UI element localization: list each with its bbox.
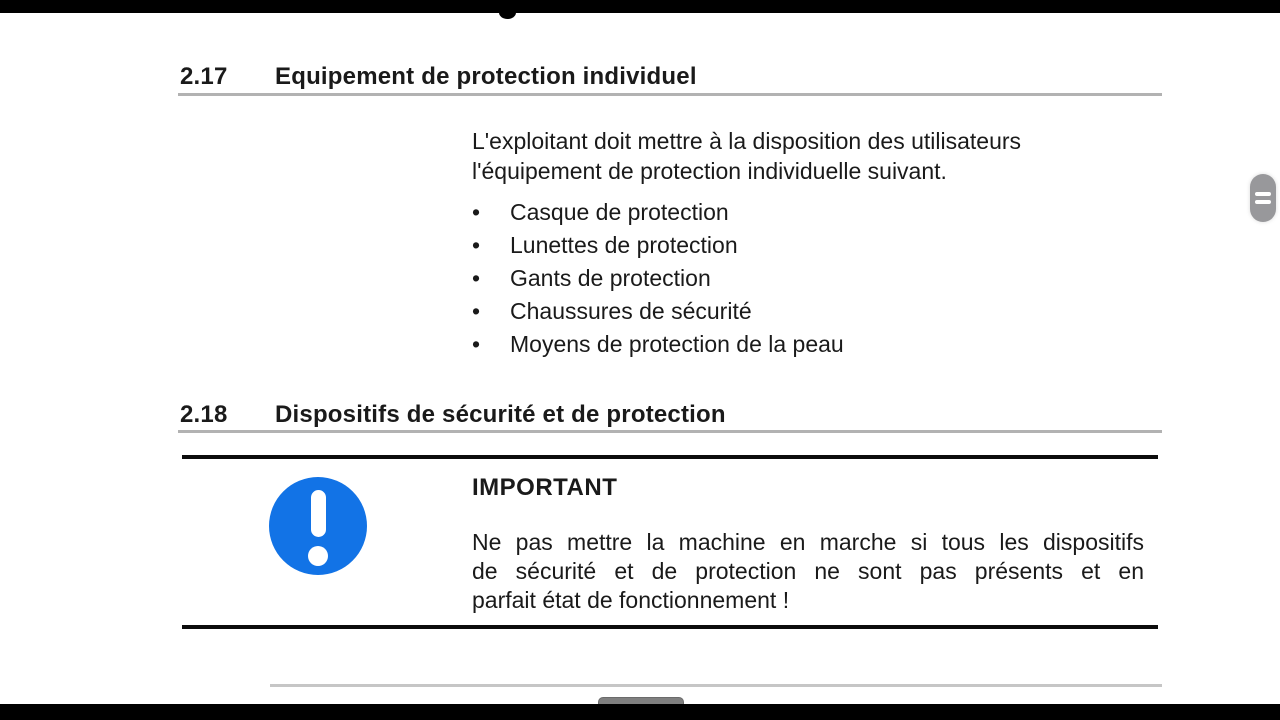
list-item-label: Moyens de protection de la peau xyxy=(510,331,844,357)
notice-line: Ne pas mettre la machine en marche si tous les dispositifs xyxy=(472,529,1144,555)
heading-underline xyxy=(178,93,1162,96)
list-item xyxy=(472,196,844,229)
section-heading-2-18 xyxy=(180,401,726,428)
intro-line: L'exploitant doit mettre à la disposition des utilisateurs xyxy=(472,128,1022,154)
notice-line: parfait état de fonctionnement ! xyxy=(472,587,790,613)
grip-line xyxy=(1255,200,1271,204)
grip-line xyxy=(1255,192,1271,196)
intro-line: l'équipement de protection individuelle suivant. xyxy=(472,158,947,184)
ppe-bullet-list xyxy=(472,196,844,361)
list-item-label: Lunettes de protection xyxy=(510,232,738,258)
letterbox-top-bar xyxy=(0,0,1280,13)
list-item-label: Casque de protection xyxy=(510,199,729,225)
section-number: 2.17 xyxy=(180,63,228,90)
list-item xyxy=(472,295,844,328)
list-item-label: Gants de protection xyxy=(510,265,711,291)
bullet-icon: • xyxy=(472,331,481,357)
list-item xyxy=(472,229,844,262)
drag-handle-icon[interactable] xyxy=(1250,174,1276,222)
notice-bottom-rule xyxy=(182,625,1158,629)
section-title: Equipement de protection individuel xyxy=(275,63,697,90)
section-number: 2.18 xyxy=(180,401,228,428)
intro-paragraph xyxy=(472,126,1021,186)
section-title: Dispositifs de sécurité et de protection xyxy=(275,401,726,428)
list-item xyxy=(472,328,844,361)
list-item xyxy=(472,262,844,295)
notice-line: de sécurité et de protection ne sont pas présents et en xyxy=(472,558,1144,584)
exclamation-dot xyxy=(308,546,328,566)
bullet-icon: • xyxy=(472,232,481,258)
notice-title: IMPORTANT xyxy=(472,474,618,501)
exclamation-circle-icon xyxy=(269,477,367,575)
notice-top-rule xyxy=(182,455,1158,459)
exclamation-bar xyxy=(311,490,326,537)
footer-divider xyxy=(270,684,1162,687)
notice-body xyxy=(472,528,1144,615)
bullet-icon: • xyxy=(472,298,481,324)
list-item-label: Chaussures de sécurité xyxy=(510,298,752,324)
bullet-icon: • xyxy=(472,199,481,225)
heading-underline xyxy=(178,430,1162,433)
bullet-icon: • xyxy=(472,265,481,291)
section-heading-2-17 xyxy=(180,63,697,90)
letterbox-bottom-bar xyxy=(0,704,1280,720)
